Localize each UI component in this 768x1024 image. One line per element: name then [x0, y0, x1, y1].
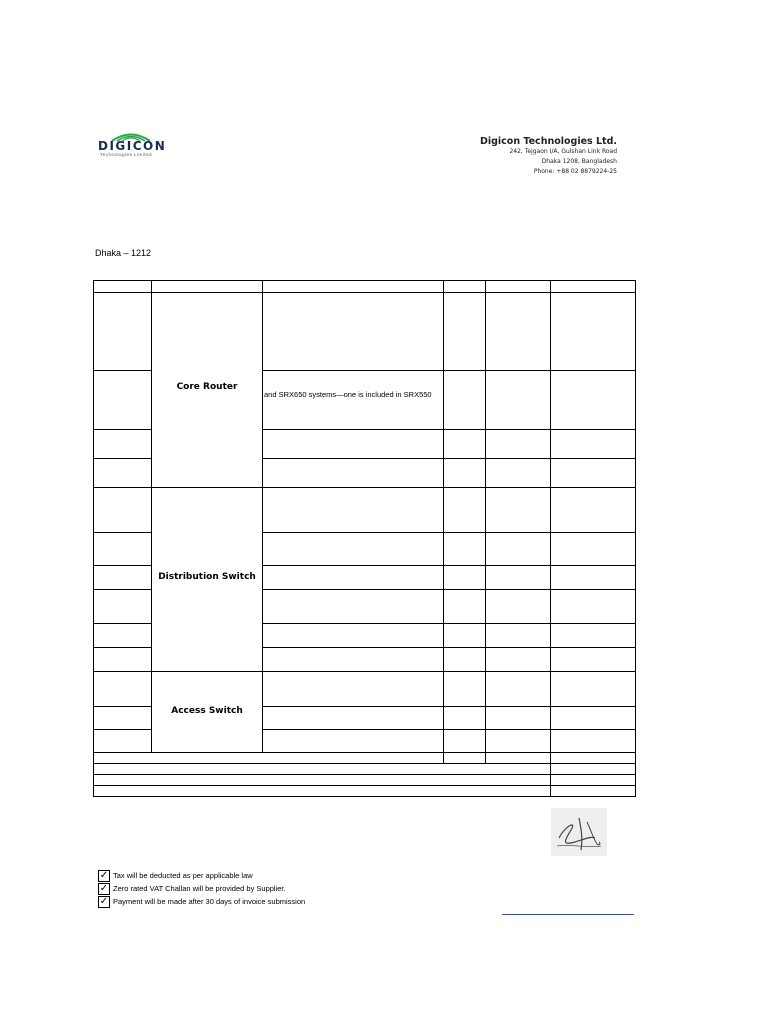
note-payment — [98, 895, 305, 908]
note-vat — [98, 882, 286, 895]
logo-text: DIGICON — [98, 139, 167, 153]
company-phone: Phone: +88 02 8879224-25 — [533, 168, 617, 175]
item-description: and SRX650 systems—one is included in SRX550 — [264, 390, 432, 399]
note-payment-text: Payment will be made after 30 days of invoice submission — [113, 897, 306, 906]
logo-subtitle: Technologies Limited — [100, 152, 153, 157]
note-tax — [98, 869, 253, 882]
checkbox-tax[interactable]: ✓ — [99, 869, 109, 881]
note-tax-text: Tax will be deducted as per applicable law — [113, 871, 253, 880]
checkbox-payment[interactable]: ✓ — [99, 895, 109, 907]
company-name: Digicon Technologies Ltd. — [479, 136, 617, 147]
signature-icon — [551, 808, 607, 856]
checkbox-vat[interactable]: ✓ — [99, 882, 109, 894]
note-vat-text: Zero rated VAT Challan will be provided by Supplier. — [113, 884, 286, 893]
group-label-core-router: Core Router — [176, 382, 238, 392]
recipient-city: Dhaka – 1212 — [95, 248, 152, 258]
company-address-line2: Dhaka 1208, Bangladesh — [541, 158, 617, 165]
company-address-line1: 242, Tejgaon I/A, Gulshan Link Road — [509, 148, 617, 155]
link-underline[interactable] — [502, 914, 634, 915]
signature — [551, 808, 607, 856]
group-label-distribution-switch: Distribution Switch — [158, 572, 256, 582]
group-label-access-switch: Access Switch — [171, 706, 243, 716]
